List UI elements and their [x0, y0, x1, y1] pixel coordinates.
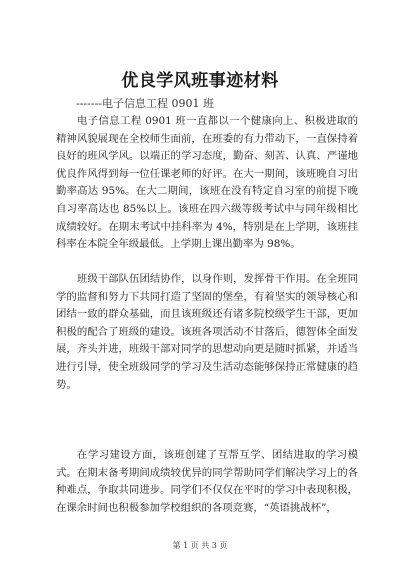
paragraph: 班级干部队伍团结协作，以身作则，发挥骨干作用。在全班同学的监督和努力下共同打造了坚固的堡垒，有着坚实的领导核心和团结一致的群众基础，而且该班级还有诸多院校级学生干部，更加积极的配合了班级的建设。该班各项活动不甘落后，德智体全面发展，齐头并进，班级干部对同学的思想动向更是随时抓紧，并适当进行引导，使全班级同学的学习及生活动态能够保持正常健康的趋势。	[56, 273, 358, 391]
document-subtitle: -------电子信息工程 0901 班	[76, 97, 215, 110]
paragraph: 在学习建设方面，该班创建了互帮互学、团结进取的学习模式。在期末备考期间成绩较优异的同学帮助同学们解决学习上的各种难点，争取共同进步。同学们不仅仅在平时的学习中表现积极，在课余时间也积极参加学校组织的各项竞赛，“英语挑战杯”，	[56, 449, 358, 514]
page-number-footer: 第 1 页 共 3 页	[172, 541, 228, 550]
document-title: 优良学风班事迹材料	[121, 71, 279, 91]
paragraph: 电子信息工程 0901 班一直都以一个健康向上、积极进取的精神风貌展现在全校师生面前，在班委的有力带动下，一直保持着良好的班风学风。以端正的学习态度，勤奋、刻苦、认真、严谨地优良作风得到每一位任课老师的好评。在大一期间，该班晚自习出勤率高达 95%。在大二期间，该班在没有特定自习室的前提下晚自习率高达也 85%以上。该班在四六级等级考试中与同年级相比成绩较好。在期末考试中挂科率为 4%，特别是在上学期，该班挂科率在本院全年级最低。上学期上课出勤率为 98%。	[56, 115, 358, 251]
